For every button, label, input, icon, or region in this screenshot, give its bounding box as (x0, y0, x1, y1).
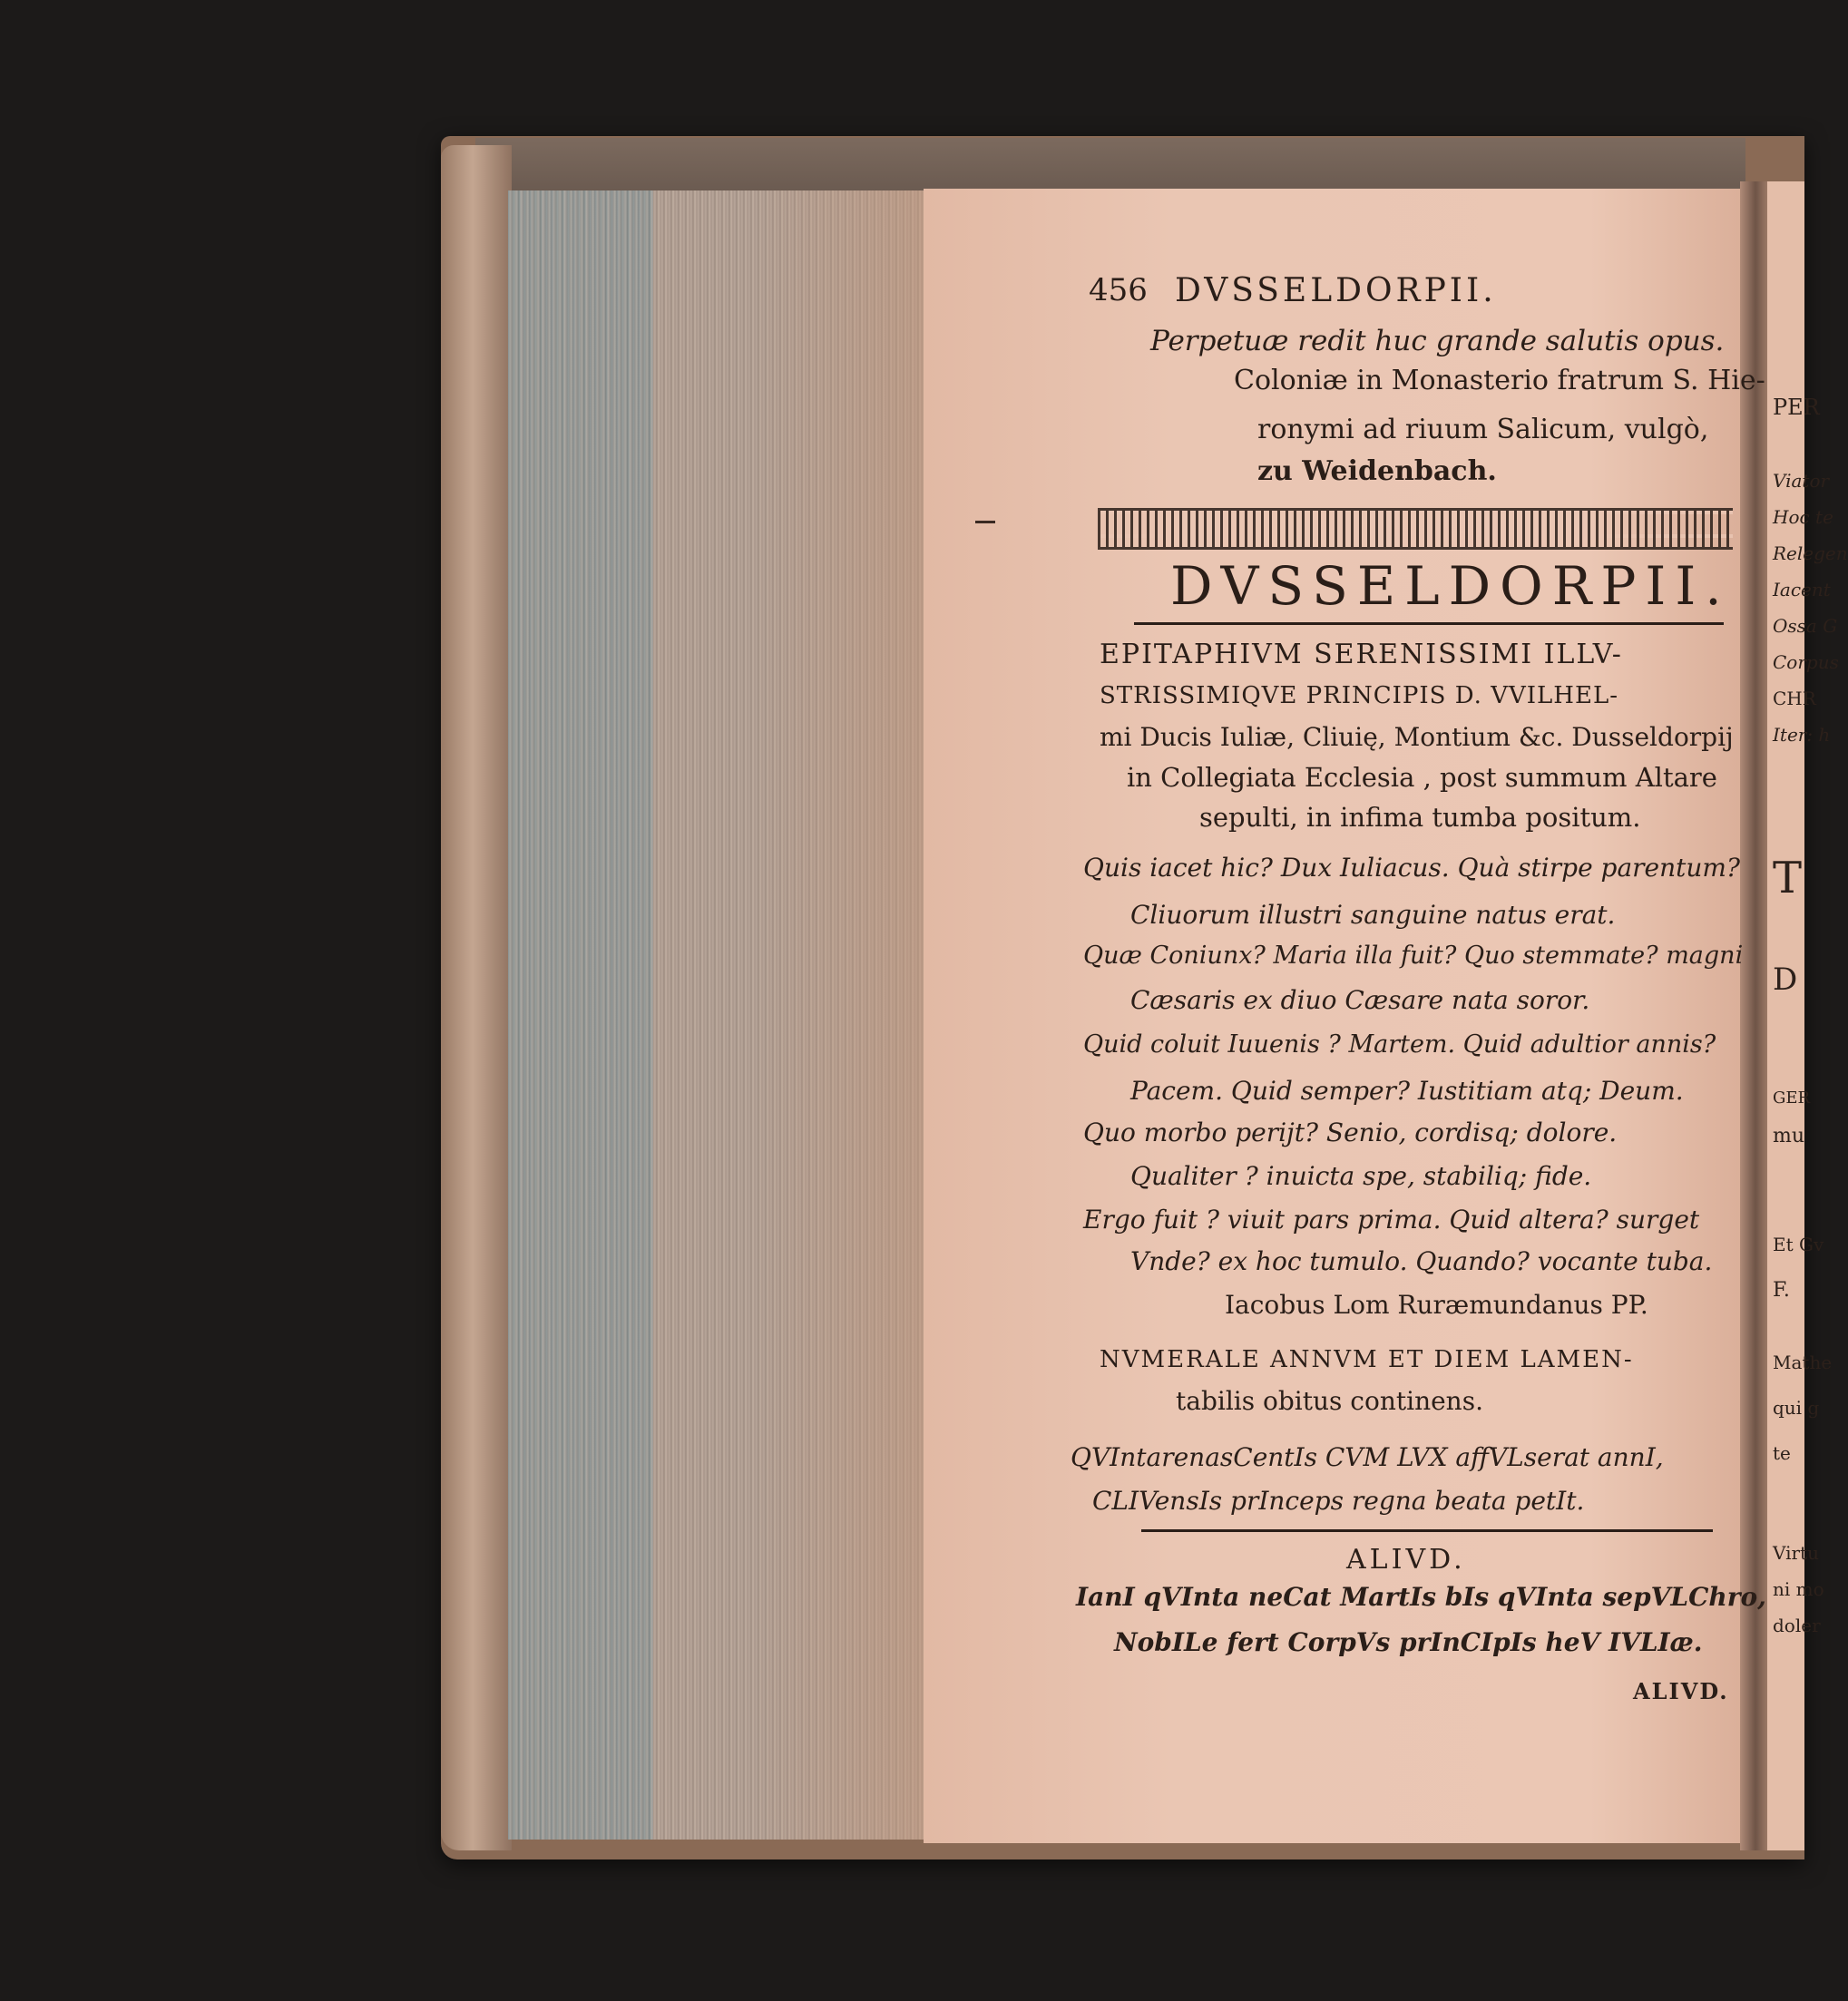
right-page-line: Mathe (1773, 1352, 1833, 1373)
right-page-line: Ossa G (1773, 615, 1838, 637)
right-page-line: Iacent (1773, 579, 1831, 600)
right-page-line: ni mo (1773, 1578, 1824, 1600)
right-page-line: F. (1773, 1279, 1790, 1302)
page-block-tint (508, 190, 653, 1840)
right-page-line: Et Gv (1773, 1234, 1824, 1255)
text-line: Perpetuæ redit huc grande salutis opus. (1150, 325, 1725, 357)
poem-line: Quo morbo periјt? Senio, cordisq; dolore. (1083, 1118, 1618, 1147)
right-page-line: Corpus (1773, 651, 1839, 673)
right-page-line: mu (1773, 1125, 1805, 1147)
section-title: DVSSELDORPII. (1170, 555, 1731, 617)
chronogram-line: NobILe fert CorpVs prInCIpIs heV IVLIæ. (1114, 1627, 1703, 1657)
page-number: 456 (1089, 272, 1148, 308)
text-line: Coloniæ in Monasterio fratrum S. Hie- (1234, 365, 1765, 396)
poem-line: Quid coluit Iuuenis ? Martem. Quid adultior annis? (1083, 1030, 1716, 1059)
poem-line: Cliuorum illustri sanguine natus erat. (1130, 900, 1616, 930)
poem-line: Quæ Coniunx? Maria illa fuit? Quo stemmate? magni (1083, 942, 1744, 970)
right-page-line: Virtu (1773, 1542, 1819, 1564)
poem-line: Vnde? ex hoc tumulo. Quando? vocante tuba. (1130, 1246, 1713, 1276)
epitaph-heading-line: STRISSIMIQVE PRINCIPIS D. VVILHEL- (1100, 682, 1619, 709)
numerale-heading-line: NVMERALE ANNVM ET DIEM LAMEN- (1100, 1346, 1634, 1373)
ornament-band (1098, 508, 1733, 550)
epitaph-heading-line: in Collegiata Ecclesia , post summum Altare (1127, 762, 1717, 793)
cover-top-edge (475, 138, 1745, 194)
poem-line: Qualiter ? inuicta spe, stabiliq; fide. (1130, 1161, 1592, 1191)
right-page-fragment (1767, 181, 1848, 1850)
right-page-line: Hoc te (1773, 506, 1833, 528)
chronogram-line: CLIVensIs prInceps regna beata petIt. (1092, 1486, 1585, 1516)
right-page-line: GER (1773, 1088, 1811, 1108)
book-spine (441, 145, 512, 1850)
numerale-heading-line: tabilis obitus continens. (1176, 1386, 1483, 1416)
poem-line: Quis iacet hic? Dux Iuliacus. Quà stirpe parentum? (1083, 853, 1740, 883)
page-block-shade (753, 190, 925, 1840)
text-line: zu Weidenbach. (1257, 455, 1497, 487)
margin-mark (975, 521, 995, 523)
right-page-line: Iter: h (1773, 724, 1831, 746)
chronogram-line: QVIntarenasCentIs CVM LVX affVLserat annI, (1071, 1442, 1664, 1472)
poem-line: Ergo fuit ? viuit pars prima. Quid altera? surget (1083, 1205, 1700, 1235)
right-page-line: Relegen (1773, 542, 1848, 564)
running-head: DVSSELDORPII. (1175, 272, 1497, 309)
poem-line: Cæsaris ex diuo Cæsare nata soror. (1130, 985, 1590, 1015)
right-page-line: D (1773, 961, 1798, 998)
poem-line: Pacem. Quid semper? Iustitiam atq; Deum. (1130, 1076, 1684, 1106)
catchword: ALIVD. (1633, 1678, 1729, 1704)
poem-author: Iacobus Lom Ruræmundanus PP. (1225, 1290, 1648, 1320)
right-page-line: doler (1773, 1615, 1821, 1636)
epitaph-heading-line: EPITAPHIVM SERENISSIMI ILLV- (1100, 639, 1623, 670)
epitaph-heading-line: mi Ducis Iuliæ, Cliuię, Montium &c. Dusseldorpij (1100, 722, 1734, 752)
section-rule (1141, 1529, 1713, 1532)
right-page-line: qui g (1773, 1397, 1820, 1419)
right-page-line: T (1773, 853, 1803, 903)
text-line: ronymi ad riuum Salicum, vulgò, (1257, 414, 1709, 445)
right-page-line: CHR (1773, 688, 1816, 709)
title-rule (1134, 622, 1724, 625)
right-page-line: te (1773, 1442, 1791, 1464)
right-page-line: Viator (1773, 470, 1830, 492)
aliud-title: ALIVD. (1346, 1544, 1466, 1576)
chronogram-line: IanI qVInta neCat MartIs bIs qVInta sepVLChro, (1076, 1582, 1766, 1612)
right-page-line: PER (1773, 395, 1820, 420)
epitaph-heading-line: sepulti, in infima tumba positum. (1199, 802, 1641, 833)
